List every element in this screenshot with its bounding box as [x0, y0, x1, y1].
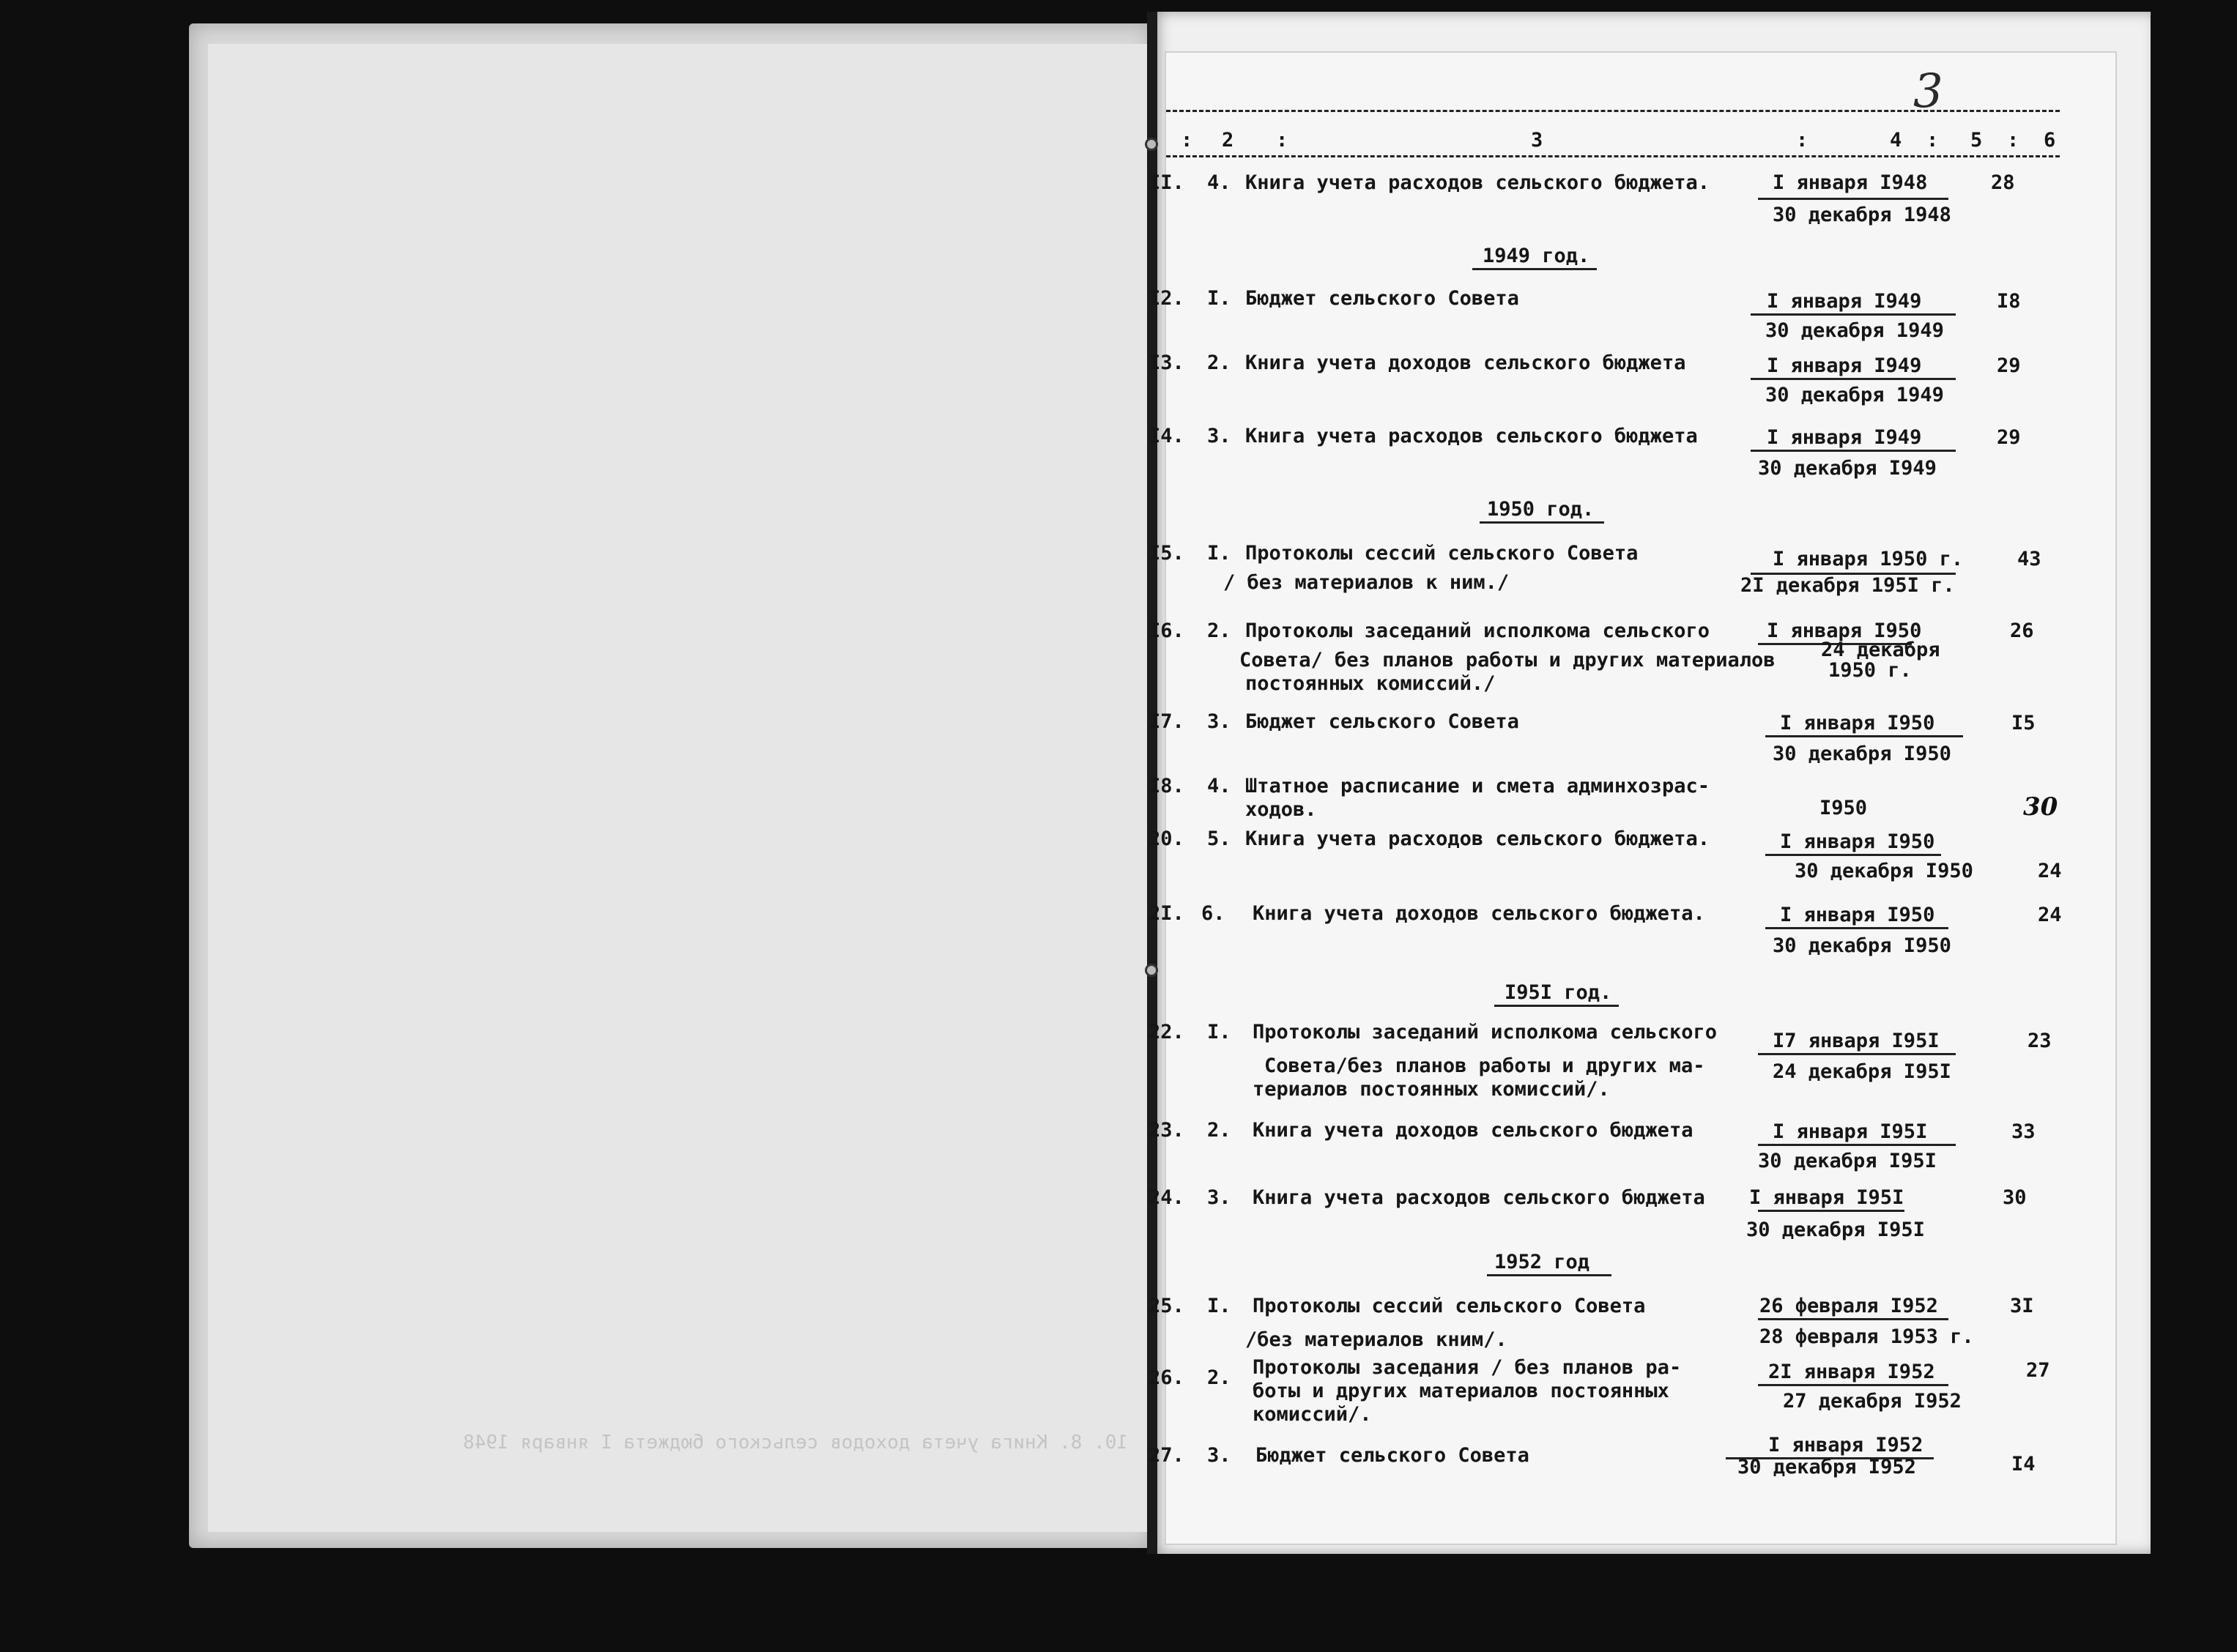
row-number: 27. — [1149, 1444, 1184, 1467]
row-title: Протоколы заседаний исполкома сельского — [1253, 1021, 1717, 1043]
col-sep: : — [1181, 129, 1193, 152]
row-title: Книга учета доходов сельского бюджета. — [1253, 902, 1705, 925]
row-title: ходов. — [1245, 798, 1317, 821]
row-number: I7. — [1149, 710, 1184, 733]
row-number: I8. — [1149, 775, 1184, 797]
header-rule-top — [1166, 110, 2060, 112]
row-title: Совета/ без планов работы и других материалов — [1239, 649, 1776, 671]
row-end-date: 30 декабря I950 — [1773, 934, 1951, 957]
row-start-date: I января I95I — [1773, 1120, 1928, 1143]
row-title: Совета/без планов работы и других ма- — [1264, 1054, 1705, 1077]
row-start-date: I января I949 — [1767, 354, 1922, 377]
row-number: 25. — [1149, 1295, 1184, 1317]
date-underline — [1765, 854, 1941, 856]
row-number: 20. — [1149, 827, 1184, 850]
row-end-date: 30 декабря I949 — [1758, 457, 1937, 480]
row-title: Книга учета доходов сельского бюджета — [1245, 351, 1686, 374]
row-start-date: I января 1950 г. — [1773, 548, 1964, 570]
row-sheets: 24 — [2038, 860, 2062, 882]
row-title: Бюджет сельского Совета — [1245, 287, 1519, 310]
row-start-date: I января I948 — [1773, 171, 1928, 194]
row-start-date: I января I952 — [1768, 1434, 1923, 1456]
row-sheets: 23 — [2028, 1030, 2052, 1052]
row-end-date: 24 декабря I95I — [1773, 1060, 1951, 1083]
row-title: Книга учета расходов сельского бюджета. — [1245, 827, 1710, 850]
row-title: Протоколы заседаний исполкома сельского — [1245, 620, 1710, 642]
row-index: 3. — [1207, 710, 1231, 733]
row-end-date: 30 декабря 1949 — [1765, 384, 1944, 406]
year-heading: 1950 год. — [1487, 498, 1595, 521]
year-underline — [1494, 1005, 1619, 1007]
row-title: комиссий/. — [1253, 1403, 1372, 1426]
row-index: 2. — [1207, 351, 1231, 374]
row-sheets: 29 — [1997, 426, 2021, 449]
row-number: I5. — [1149, 542, 1184, 565]
row-start-date: I января I950 — [1780, 712, 1935, 734]
row-end-date: 30 декабря 1948 — [1773, 204, 1951, 226]
row-end-date: 30 декабря I952 — [1737, 1456, 1916, 1478]
row-start-date: I января I950 — [1780, 904, 1935, 926]
row-index: I. — [1207, 542, 1231, 565]
row-end-date: 30 декабря I95I — [1746, 1218, 1925, 1241]
row-sheets: 43 — [2017, 548, 2041, 570]
date-underline — [1751, 378, 1956, 380]
row-index: I. — [1207, 1295, 1231, 1317]
col-sep: : — [2007, 129, 2019, 152]
row-start-date: I950 — [1819, 797, 1868, 819]
date-underline — [1758, 1144, 1956, 1146]
row-sheets: 3I — [2010, 1295, 2034, 1317]
row-start-date: I января I950 — [1767, 620, 1922, 642]
row-number: I4. — [1149, 425, 1184, 447]
row-index: 3. — [1207, 1444, 1231, 1467]
binding-ring — [1145, 138, 1158, 151]
row-sheets: 27 — [2026, 1359, 2050, 1382]
date-underline — [1758, 1053, 1956, 1055]
col-sep: : — [1276, 129, 1288, 152]
bleed-through-text — [220, 110, 1128, 1501]
row-index: 4. — [1207, 171, 1231, 194]
row-start-date: I января I950 — [1780, 830, 1935, 853]
row-end-date: 2I декабря 195I г. — [1740, 574, 1955, 597]
row-number: 26. — [1149, 1366, 1184, 1389]
col-sep: : — [1796, 129, 1808, 152]
date-underline — [1758, 1318, 1948, 1320]
date-underline — [1765, 927, 1948, 929]
col-5-header: 5 — [1970, 129, 1983, 152]
header-rule-bottom — [1166, 155, 2060, 157]
col-sep: : — [1926, 129, 1939, 152]
date-underline — [1751, 450, 1956, 452]
row-index: 3. — [1207, 1186, 1231, 1209]
bleed-line: 10. 8. Книга учета доходов сельского бюджета I января 1948 — [463, 1432, 1128, 1454]
row-sheets: I5 — [2011, 712, 2036, 734]
row-title: Книга учета расходов сельского бюджета — [1253, 1186, 1705, 1209]
row-title: постоянных комиссий./ — [1245, 672, 1496, 695]
row-end-date: 27 декабря I952 — [1783, 1390, 1962, 1413]
row-title: Протоколы сессий сельского Совета — [1253, 1295, 1646, 1317]
row-start-date: I января I949 — [1767, 290, 1922, 313]
row-sheets: 33 — [2011, 1120, 2036, 1143]
row-number: 23. — [1149, 1119, 1184, 1142]
date-underline — [1758, 1384, 1948, 1386]
row-title: Книга учета доходов сельского бюджета — [1253, 1119, 1693, 1142]
row-end-date: 28 февраля 1953 г. — [1759, 1325, 1974, 1348]
row-number: II. — [1149, 171, 1184, 194]
row-sheets: 28 — [1991, 171, 2015, 194]
row-number: 24. — [1149, 1186, 1184, 1209]
row-title: /без материалов кним/. — [1245, 1328, 1507, 1351]
row-title: / без материалов к ним./ — [1223, 571, 1510, 594]
date-underline — [1758, 198, 1948, 200]
row-index: 2. — [1207, 620, 1231, 642]
date-underline — [1765, 735, 1963, 737]
row-start-date: I января I95I — [1749, 1186, 1904, 1209]
row-start-date: I7 января I95I — [1773, 1030, 1940, 1052]
year-underline — [1480, 521, 1604, 524]
row-title: Книга учета расходов сельского бюджета. — [1245, 171, 1710, 194]
row-title: териалов постоянных комиссий/. — [1253, 1078, 1610, 1101]
year-heading: 1952 год — [1494, 1251, 1590, 1273]
row-end-date: 24 декабря — [1821, 639, 1940, 661]
binding-ring — [1145, 964, 1158, 977]
row-title: Бюджет сельского Совета — [1245, 710, 1519, 733]
row-number: I2. — [1149, 287, 1184, 310]
row-sheets: 26 — [2010, 620, 2034, 642]
row-start-date: I января I949 — [1767, 426, 1922, 449]
row-number: 22. — [1149, 1021, 1184, 1043]
row-title: Бюджет сельского Совета — [1255, 1444, 1529, 1467]
row-index: 2. — [1207, 1366, 1231, 1389]
col-6-header: 6 — [2044, 129, 2056, 152]
row-index: 5. — [1207, 827, 1231, 850]
row-index: 6. — [1201, 902, 1225, 925]
row-sheets: 29 — [1997, 354, 2021, 377]
row-title: Протоколы сессий сельского Совета — [1245, 542, 1639, 565]
row-index: 4. — [1207, 775, 1231, 797]
row-sheets-handwritten: 30 — [2023, 792, 2058, 822]
row-index: I. — [1207, 1021, 1231, 1043]
row-index: 3. — [1207, 425, 1231, 447]
row-start-date: 26 февраля I952 — [1759, 1295, 1938, 1317]
row-start-date: 2I января I952 — [1768, 1361, 1935, 1383]
date-underline — [1758, 1210, 1904, 1212]
row-title: Книга учета расходов сельского бюджета — [1245, 425, 1698, 447]
row-title: боты и других материалов постоянных — [1253, 1380, 1669, 1402]
row-title: Протоколы заседания / без планов ра- — [1253, 1356, 1682, 1379]
row-title: Штатное расписание и смета админхозрас- — [1245, 775, 1710, 797]
row-number: I6. — [1149, 620, 1184, 642]
row-number: 2I. — [1149, 902, 1184, 925]
row-end-date-year: 1950 г. — [1828, 659, 1912, 682]
row-index: 2. — [1207, 1119, 1231, 1142]
row-sheets: 24 — [2038, 904, 2062, 926]
date-underline — [1751, 313, 1956, 316]
row-end-date: 30 декабря I95I — [1758, 1150, 1937, 1172]
row-end-date: 30 декабря I950 — [1795, 860, 1973, 882]
row-end-date: 30 декабря 1949 — [1765, 319, 1944, 342]
row-index: I. — [1207, 287, 1231, 310]
year-underline — [1487, 1274, 1611, 1276]
row-sheets: I8 — [1997, 290, 2021, 313]
row-end-date: 30 декабря I950 — [1773, 743, 1951, 765]
row-sheets: I4 — [2011, 1453, 2036, 1476]
year-heading: I95I год. — [1505, 981, 1612, 1004]
year-underline — [1472, 268, 1597, 270]
col-2-header: 2 — [1222, 129, 1234, 152]
row-sheets: 30 — [2003, 1186, 2027, 1209]
year-heading: 1949 год. — [1483, 245, 1590, 267]
col-3-header: 3 — [1531, 129, 1543, 152]
page-number: 3 — [1913, 64, 1943, 119]
row-number: I3. — [1149, 351, 1184, 374]
col-4-header: 4 — [1890, 129, 1902, 152]
